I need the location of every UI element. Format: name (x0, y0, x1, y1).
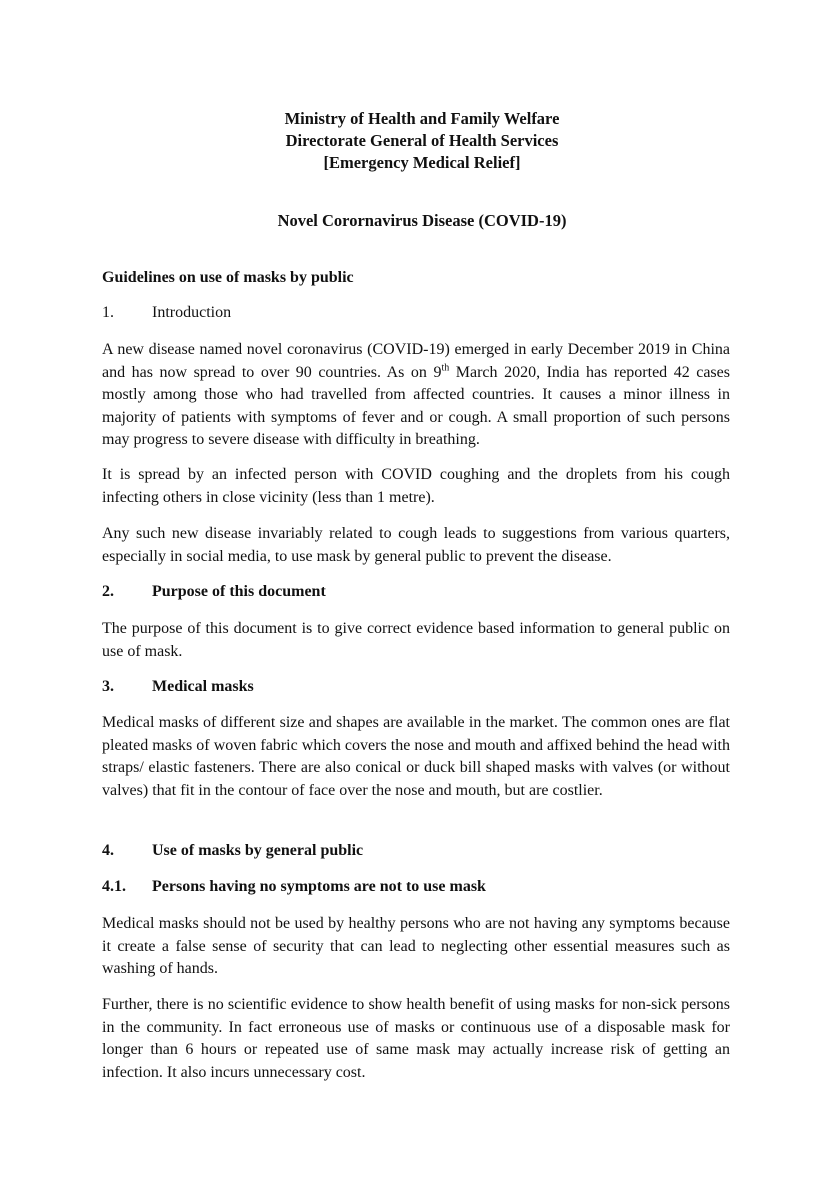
ministry-name: Ministry of Health and Family Welfare (284, 109, 560, 128)
medical-masks-paragraph: Medical masks of different size and shapes are available in the market. The common ones are flat pleated masks of woven fabric which covers the nose and mouth and affixed behind the head with straps/ elastic fasteners. There are also conical or duck bill shaped masks with valves (or without valves) that fit in the contour of face over the nose and mouth, but are costlier. (102, 714, 730, 799)
directorate-name: Directorate General of Health Services (285, 131, 559, 150)
section-number: 2. (102, 583, 114, 600)
section-2-heading (102, 581, 730, 604)
section-1-heading (102, 302, 730, 325)
document-title: Novel Corornavirus Disease (COVID-19) (277, 211, 567, 230)
section-title: Introduction (152, 304, 232, 321)
section-3-heading (102, 676, 730, 699)
section-4-heading (102, 840, 730, 863)
section-title: Medical masks (152, 678, 254, 695)
guidelines-heading: Guidelines on use of masks by public (102, 269, 354, 286)
section-number: 4.1. (102, 878, 126, 895)
section-number: 4. (102, 842, 114, 859)
department-name: [Emergency Medical Relief] (323, 153, 521, 172)
section-4-1-heading (102, 876, 730, 899)
intro-text-part-2: March 2020, India has reported 42 cases mostly among those who had travelled from affected countries. It causes a minor illness in majority of patients with symptoms of fever and or cough. A small proportion of such persons may progress to severe disease with difficulty in breathing. (102, 363, 730, 448)
date-superscript: th (441, 362, 450, 374)
intro-paragraph-2: It is spread by an infected person with COVID coughing and the droplets from his cough infecting others in close vicinity (less than 1 metre). (102, 466, 730, 506)
section-title: Persons having no symptoms are not to use mask (152, 878, 486, 895)
intro-paragraph-3: Any such new disease invariably related to cough leads to suggestions from various quarters, especially in social media, to use mask by general public to prevent the disease. (102, 525, 730, 565)
no-symptoms-paragraph-1: Medical masks should not be used by healthy persons who are not having any symptoms because it create a false sense of security that can lead to neglecting other essential measures such as washing of hands. (102, 915, 730, 977)
section-number: 3. (102, 678, 114, 695)
intro-paragraph-1 (102, 339, 730, 452)
purpose-paragraph: The purpose of this document is to give correct evidence based information to general public on use of mask. (102, 620, 730, 660)
section-title: Use of masks by general public (152, 842, 364, 859)
intro-text-part-1: A new disease named novel coronavirus (COVID-19) emerged in early December 2019 in China and has now spread to over 90 countries. As on 9 (102, 341, 730, 381)
section-number: 1. (102, 304, 114, 321)
section-title: Purpose of this document (152, 583, 326, 600)
no-symptoms-paragraph-2: Further, there is no scientific evidence to show health benefit of using masks for non-sick persons in the community. In fact erroneous use of masks or continuous use of a disposable mask for longer than 6 hours or repeated use of same mask may actually increase risk of getting an infection. It also incurs unnecessary cost. (102, 996, 730, 1081)
